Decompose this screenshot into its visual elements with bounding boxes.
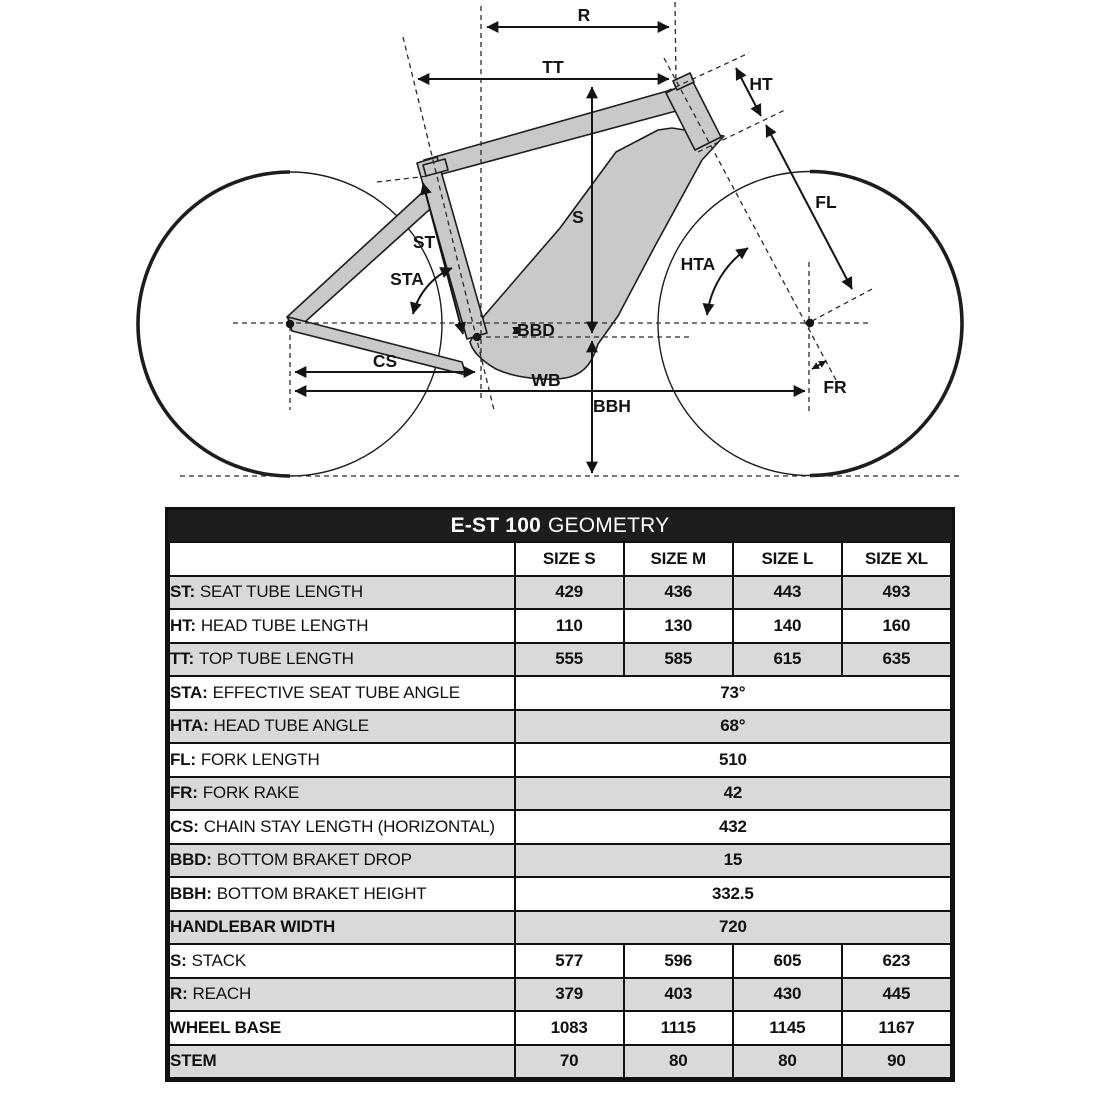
front-axle-perp-ref xyxy=(812,288,874,321)
row-label: STEM xyxy=(169,1045,515,1079)
label-bb-height: BBH xyxy=(593,396,631,416)
row-value: 1115 xyxy=(624,1011,733,1045)
row-value: 15 xyxy=(515,844,951,878)
row-label: HANDLEBAR WIDTH xyxy=(169,911,515,945)
row-value: 160 xyxy=(842,609,951,643)
table-row-seat-tube-angle xyxy=(169,676,951,710)
table-row-top-tube-length xyxy=(169,643,951,677)
row-value: 73° xyxy=(515,676,951,710)
table-row-reach xyxy=(169,978,951,1012)
steering-axis xyxy=(664,58,836,380)
row-value: 80 xyxy=(624,1045,733,1079)
row-value: 436 xyxy=(624,576,733,610)
row-label: TT: TOP TUBE LENGTH xyxy=(169,643,515,677)
row-value: 1167 xyxy=(842,1011,951,1045)
row-value: 403 xyxy=(624,978,733,1012)
row-value: 332.5 xyxy=(515,877,951,911)
row-label: HT: HEAD TUBE LENGTH xyxy=(169,609,515,643)
bike-geometry-diagram xyxy=(0,0,1100,500)
label-head-tube-angle: HTA xyxy=(680,254,716,274)
row-value: 429 xyxy=(515,576,624,610)
label-top-tube: TT xyxy=(542,57,564,77)
row-value: 555 xyxy=(515,643,624,677)
row-value: 443 xyxy=(733,576,842,610)
label-seat-tube-angle: STA xyxy=(390,269,424,289)
geometry-size-table xyxy=(168,541,952,1079)
row-label: ST: SEAT TUBE LENGTH xyxy=(169,576,515,610)
head-top-vertical-ref xyxy=(675,2,676,83)
col-header-size-s: SIZE S xyxy=(515,542,624,576)
row-value: 585 xyxy=(624,643,733,677)
label-wheel-base: WB xyxy=(531,370,561,390)
table-row-stem xyxy=(169,1045,951,1079)
rear-axle-dot xyxy=(286,320,294,328)
label-reach: R xyxy=(577,5,591,25)
bottom-bracket-dot xyxy=(473,333,481,341)
table-row-fork-rake xyxy=(169,777,951,811)
table-row-head-tube-length xyxy=(169,609,951,643)
label-stack: S xyxy=(572,207,584,227)
row-value: 445 xyxy=(842,978,951,1012)
row-value: 510 xyxy=(515,743,951,777)
row-label: BBD: BOTTOM BRAKET DROP xyxy=(169,844,515,878)
row-value: 623 xyxy=(842,944,951,978)
row-value: 596 xyxy=(624,944,733,978)
label-fork-rake: FR xyxy=(823,377,847,397)
row-value: 140 xyxy=(733,609,842,643)
row-value: 720 xyxy=(515,911,951,945)
row-value: 1083 xyxy=(515,1011,624,1045)
row-value: 430 xyxy=(733,978,842,1012)
table-title-rest: GEOMETRY xyxy=(547,514,670,537)
size-header-row xyxy=(169,542,951,576)
table-row-bottom-bracket-height xyxy=(169,877,951,911)
seat-stay xyxy=(287,190,439,331)
row-label: STA: EFFECTIVE SEAT TUBE ANGLE xyxy=(169,676,515,710)
table-row-seat-tube-length xyxy=(169,576,951,610)
col-header-empty xyxy=(169,542,515,576)
table-title-model: E-ST 100 xyxy=(450,514,541,537)
row-label: WHEEL BASE xyxy=(169,1011,515,1045)
front-axle-dot xyxy=(806,319,814,327)
table-row-wheel-base xyxy=(169,1011,951,1045)
table-row-stack xyxy=(169,944,951,978)
row-value: 110 xyxy=(515,609,624,643)
label-head-tube: HT xyxy=(749,74,773,94)
head-tube-top-perp xyxy=(667,53,749,91)
row-value: 90 xyxy=(842,1045,951,1079)
fork-rake-arrow xyxy=(812,361,826,369)
row-value: 42 xyxy=(515,777,951,811)
col-header-size-xl: SIZE XL xyxy=(842,542,951,576)
row-value: 605 xyxy=(733,944,842,978)
table-row-chain-stay-length xyxy=(169,810,951,844)
table-row-head-tube-angle xyxy=(169,710,951,744)
row-value: 70 xyxy=(515,1045,624,1079)
table-row-bottom-bracket-drop xyxy=(169,844,951,878)
row-label: BBH: BOTTOM BRAKET HEIGHT xyxy=(169,877,515,911)
label-seat-tube: ST xyxy=(412,232,436,252)
table-title xyxy=(168,510,952,541)
label-fork-length: FL xyxy=(815,192,837,212)
row-value: 493 xyxy=(842,576,951,610)
row-label: HTA: HEAD TUBE ANGLE xyxy=(169,710,515,744)
row-label: S: STACK xyxy=(169,944,515,978)
row-value: 432 xyxy=(515,810,951,844)
geometry-table xyxy=(165,507,955,1082)
table-row-handlebar-width xyxy=(169,911,951,945)
row-value: 635 xyxy=(842,643,951,677)
col-header-size-m: SIZE M xyxy=(624,542,733,576)
label-bb-drop: BBD xyxy=(517,320,555,340)
col-header-size-l: SIZE L xyxy=(733,542,842,576)
row-value: 1145 xyxy=(733,1011,842,1045)
row-value: 577 xyxy=(515,944,624,978)
row-value: 615 xyxy=(733,643,842,677)
row-value: 80 xyxy=(733,1045,842,1079)
row-value: 68° xyxy=(515,710,951,744)
row-value: 379 xyxy=(515,978,624,1012)
row-label: FR: FORK RAKE xyxy=(169,777,515,811)
row-value: 130 xyxy=(624,609,733,643)
label-chain-stay: CS xyxy=(372,351,398,371)
row-label: CS: CHAIN STAY LENGTH (HORIZONTAL) xyxy=(169,810,515,844)
row-label: FL: FORK LENGTH xyxy=(169,743,515,777)
row-label: R: REACH xyxy=(169,978,515,1012)
table-row-fork-length xyxy=(169,743,951,777)
